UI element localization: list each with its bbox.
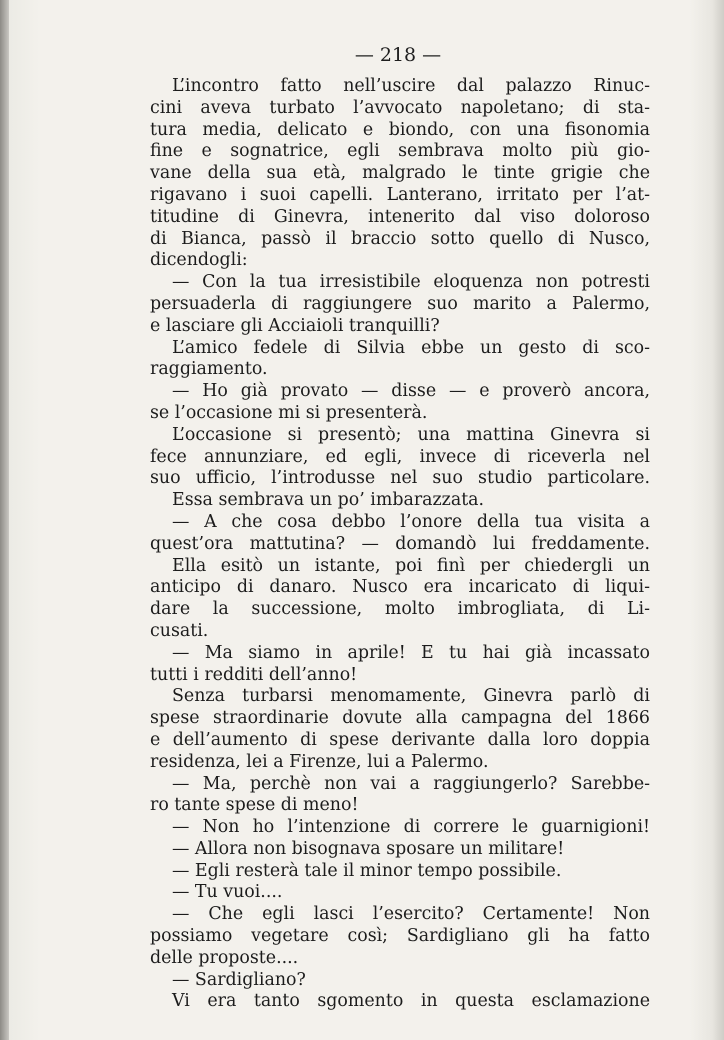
- text-line: — Ma siamo in aprile! E tu hai già incassato: [172, 642, 650, 663]
- text-line: delle proposte....: [150, 947, 299, 968]
- text-line: — Tu vuoi....: [172, 882, 283, 903]
- text-line: L’occasione si presentò; una mattina Ginevra si: [172, 424, 650, 445]
- text-line: se l’occasione mi si presenterà.: [150, 402, 428, 423]
- page-number: — 218 —: [354, 44, 442, 66]
- text-line: Vi era tanto sgomento in questa esclamazione: [172, 991, 650, 1012]
- text-line: — A che cosa debbo l’onore della tua visita a: [172, 511, 650, 532]
- text-line: quest’ora mattutina? — domandò lui freddamente.: [150, 533, 650, 554]
- text-line: e lasciare gli Acciaioli tranquilli?: [150, 315, 440, 336]
- text-line: rigavano i suoi capelli. Lanterano, irritato per l’at-: [150, 184, 650, 205]
- text-line: e dell’aumento di spese derivante dalla loro doppia: [150, 729, 650, 750]
- text-line: Senza turbarsi menomamente, Ginevra parlò di: [172, 686, 650, 707]
- text-line: suo ufficio, l’introdusse nel suo studio particolare.: [150, 468, 650, 489]
- text-line: — Non ho l’intenzione di correre le guarnigioni!: [172, 817, 650, 838]
- text-line: tutti i redditi dell’anno!: [150, 664, 358, 685]
- text-line: possiamo vegetare così; Sardigliano gli ha fatto: [150, 926, 650, 947]
- text-line: — Ma, perchè non vai a raggiungerlo? Sarebbe-: [172, 773, 650, 794]
- text-line: fine e sognatrice, egli sembrava molto più gio-: [150, 141, 650, 162]
- text-line: persuaderla di raggiungere suo marito a Palermo,: [150, 293, 650, 314]
- text-line: ro tante spese di meno!: [150, 795, 359, 816]
- text-line: spese straordinarie dovute alla campagna del 1866: [150, 708, 650, 729]
- text-line: titudine di Ginevra, intenerito dal viso doloroso: [150, 206, 650, 227]
- text-line: residenza, lei a Firenze, lui a Palermo.: [150, 751, 489, 772]
- text-line: cini aveva turbato l’avvocato napoletano; di sta-: [150, 97, 650, 118]
- text-line: L’amico fedele di Silvia ebbe un gesto di sco-: [172, 337, 650, 358]
- text-line: cusati.: [150, 620, 209, 641]
- text-line: dicendogli:: [150, 250, 248, 271]
- text-line: — Ho già provato — disse — e proverò ancora,: [172, 381, 650, 402]
- body-text: [150, 76, 650, 1013]
- text-line: raggiamento.: [150, 359, 268, 380]
- text-line: — Con la tua irresistibile eloquenza non potresti: [172, 272, 650, 293]
- text-line: — Egli resterà tale il minor tempo possibile.: [172, 860, 562, 881]
- text-line: di Bianca, passò il braccio sotto quello di Nusco,: [150, 228, 650, 249]
- text-line: Ella esitò un istante, poi finì per chiedergli un: [172, 555, 650, 576]
- text-line: fece annunziare, ed egli, invece di riceverla nel: [150, 446, 650, 467]
- text-line: anticipo di danaro. Nusco era incaricato di liqui-: [150, 577, 650, 598]
- text-line: — Che egli lasci l’esercito? Certamente! Non: [172, 904, 650, 925]
- text-line: tura media, delicato e biondo, con una fisonomia: [150, 119, 650, 140]
- text-line: — Allora non bisognava sposare un militare!: [172, 838, 565, 859]
- text-line: vane della sua età, malgrado le tinte grigie che: [150, 163, 650, 184]
- text-line: — Sardigliano?: [172, 969, 306, 990]
- text-line: dare la successione, molto imbrogliata, di Li-: [150, 599, 650, 620]
- book-spine-shadow: [0, 0, 9, 1040]
- text-line: Essa sembrava un po’ imbarazzata.: [172, 490, 485, 511]
- text-line: L’incontro fatto nell’uscire dal palazzo Rinuc-: [172, 76, 650, 96]
